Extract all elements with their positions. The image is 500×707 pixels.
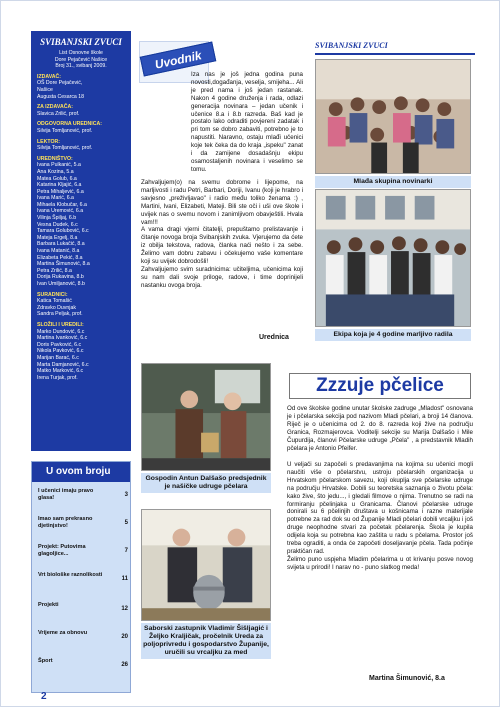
toc-item-title: Projekt: Putovima glagoljice... xyxy=(38,544,86,557)
photo-antun-dalsaso xyxy=(141,363,271,471)
masthead-line: Nikola Pavković, 6.c xyxy=(37,348,84,355)
subtitle-line: Dore Pejačević Našice xyxy=(54,56,108,63)
masthead-section-heading: LEKTOR: xyxy=(37,138,60,145)
masthead-line: Ivan Umiljanović, 8.b xyxy=(37,281,85,287)
masthead-line: Marijan Barać, 6.c xyxy=(37,354,79,361)
masthead-line: Elizabeta Pekić, 8.a xyxy=(37,254,83,261)
uvodnik-paragraph: Iza nas je još jedna godina puna novosti,događanja, veselja, smijeha... Ali je pred nama i još jedan rastanak. Nakon 4 godine druženja i rada, odlazi generacija novinara – jedan učenik i učenice 8.a i 8.b razreda. Baš kad je postalo lako odraditi povjereni zadatak i pri tom se dobro zabaviti, potrebno je to napustiti. Naravno, ostaju mlađi učenici koje tek čeka da do kraja „ispeku" zanat i da zamijene dosadašnju ekipu osamostaljenih novinara i veselimo se tomu. xyxy=(191,71,303,173)
toc-item[interactable] xyxy=(38,544,128,558)
masthead-section-heading: SLOŽILI I UREDILI: xyxy=(37,321,84,328)
masthead-section-heading: SURADNICI: xyxy=(37,291,68,298)
bees-paragraph: Želimo puno uspjeha Mladim pčelarima u ot krivanju posve novog svijeta u prirodi! I narav no - puno slatkog meda! xyxy=(287,555,473,571)
masthead-line: Vilinja Špiljaj, 6.b xyxy=(37,215,77,222)
toc-item-title: Vrt biološke raznolikosti xyxy=(38,572,103,578)
uvodnik-body xyxy=(141,179,303,290)
photo-young-team xyxy=(315,59,471,174)
masthead-line: Doris Pavković, 6.c xyxy=(37,341,82,348)
table-of-contents xyxy=(31,461,131,693)
masthead-line: Mihaela Klobučar, 6.a xyxy=(37,201,87,208)
masthead-line: Petra Mihaljević, 6.a xyxy=(37,188,84,195)
toc-item-page: 26 xyxy=(121,662,128,668)
masthead-line: Matea Golub, 6.a xyxy=(37,175,77,182)
caption-antun: Gospodin Antun Dalšašo predsjednik je našičke udruge pčelara xyxy=(141,473,271,493)
masthead-section-heading: ZA IZDAVAČA: xyxy=(37,104,73,111)
toc-item-page: 5 xyxy=(124,520,128,526)
masthead-line: Dorija Rukavina, 8.b xyxy=(37,274,84,281)
toc-item-title: Šport xyxy=(38,658,53,664)
header-ribbon xyxy=(315,35,475,55)
toc-item-page: 11 xyxy=(121,576,128,582)
toc-item-page: 12 xyxy=(121,606,128,612)
toc-item-title: Imao sam prekrasno djetinjstvo! xyxy=(38,516,93,529)
bees-article-body xyxy=(287,461,473,572)
uvodnik-paragraph: Zahvaljujem(o) na svemu dobrome i lijepome, na marljivosti i radu Petri, Barbari, Doriji, Ivanu (koji je hrabro i savjesno „preživljavao" i radio među toliko ženama :) , Martini, Ivani, Elizabeti, Mateji. Bili ste oči i uši ove škole i uvijek nas o svemu novom i zanimljivom obavještili. Hvala vam!!! xyxy=(141,179,303,226)
masthead-line: Sandra Peljak, prof. xyxy=(37,311,83,318)
toc-item[interactable] xyxy=(38,630,128,640)
uvodnik-lead xyxy=(191,71,303,174)
masthead-line: OŠ Dore Pejačević, xyxy=(37,80,83,87)
caption-young-team: Mlađa skupina novinarki xyxy=(315,176,471,188)
masthead-section-heading: UREDNIŠTVO: xyxy=(37,155,73,162)
masthead-line: Ivana Marić, 6.a xyxy=(37,195,74,202)
masthead-section-heading: ODGOVORNA UREDNICA: xyxy=(37,121,102,128)
masthead-line: Mateja Ergelj, 8.a xyxy=(37,234,78,241)
caption-vladimir: Saborski zastupnik Vladimir Šišljagić i Željko Kraljičak, pročelnik Ureda za poljoprivredu i gospodarstvo Županije, uručili su vrcaljku za med xyxy=(141,623,271,659)
article-title: Zzzuje pčelice xyxy=(289,373,471,399)
masthead-line: Tamara Golubović, 6.c xyxy=(37,228,89,235)
bees-signature: Martina Šimunović, 8.a xyxy=(369,675,445,682)
photo-honey-extractor xyxy=(141,509,271,621)
masthead-section-heading: IZDAVAČ: xyxy=(37,73,62,80)
masthead-line: Ivana Uremović, 6.a xyxy=(37,208,84,215)
masthead-line: Silvija Tomljanović, prof. xyxy=(37,127,93,134)
masthead-line: Zdravko Duvnjak xyxy=(37,304,76,311)
ribbon-title: SVIBANJSKI ZVUCI xyxy=(315,41,388,50)
uvodnik-signature: Urednica xyxy=(259,334,289,341)
masthead-line: Augusta Cesarca 18 xyxy=(37,93,85,100)
masthead-line: Martina Šimunović, 8.a xyxy=(37,261,90,268)
masthead-line: Petra Zrilić, 8.a xyxy=(37,267,72,274)
subtitle-line: Broj 31., svibanj 2009. xyxy=(55,63,107,70)
subtitle-line: List Osnovne škole xyxy=(59,50,103,56)
uvodnik-tag: Uvodnik xyxy=(140,42,217,77)
toc-item-title: I učenici imaju pravo glasa! xyxy=(38,488,94,501)
toc-item-title: Projekti xyxy=(38,602,59,608)
masthead-line: Katarina Kljajić, 6.a xyxy=(37,182,82,189)
toc-item-page: 20 xyxy=(121,634,128,640)
toc-item-title: Vrijeme za obnovu xyxy=(38,630,88,636)
masthead-line: Marta Damjanović, 6.c xyxy=(37,361,89,368)
masthead-line: Vesna Dudek, 6.c xyxy=(37,221,78,228)
toc-heading: U ovom broju xyxy=(32,462,130,482)
masthead-title: SVIBANJSKI ZVUCI xyxy=(40,37,122,47)
toc-item[interactable] xyxy=(38,658,128,668)
masthead-line: Ivana Pulkanić, 5.a xyxy=(37,162,81,169)
uvodnik-paragraph: Zahvaljujemo svim suradnicima: učiteljima, učenicima koji su nam dali svoje priloge, radove, i time doprinijeli nastanku ovoga broja. xyxy=(141,265,303,289)
masthead-subtitle xyxy=(37,50,125,70)
masthead-line: Marko Dundović, 6.c xyxy=(37,328,85,335)
toc-item[interactable] xyxy=(38,572,128,582)
bees-paragraph: Od ove školske godine unutar školske zadruge „Mladost" osnovana je i pčelarska sekcija pod nazivom Mladi pčelari, a broji 14 članova. Riječ je o učenicima od 2. do 8. razreda koji žive na području Granica, Rozmajerovca. Voditelji sekcije su Marija Dalšašo i Mile Čupurdija, članovi Pčelarske udruge „Pčela" , a predstavnik Mladih pčelara je Antonio Pfeifer. xyxy=(287,405,473,452)
masthead xyxy=(31,31,131,451)
masthead-line: Ivana Matanić, 8.a xyxy=(37,248,80,255)
bees-paragraph: U veljači su započeli s predavanjima na kojima su učenici mogli naučiti više o pčelarstvu, ustroju pčelarskih organizacija u Hrvatskom pčelarskom savezu, koji okuplja sve pčelarske udruge na području Hrvatske. Dobili su teoretska saznanja o životu pčela: kako žive, što jedu..., i gledali filmove o njima. Trenutno se radi na formiranju pčelinjaka u Granicama. Članovi pčelarske udruge donirali su 6 pčelinjih društava u košnicama i razne materijale potrebne za rad dok su od Županije Mladi pčelari dobili vrcaljku i još druge neophodne stvari za početak pčelarenja. Škola je kupila odijela koja su potrebna kao zaštita u radu s pčelama. Prostor još treba ograditi, a onda će započeti doseljavanje pčela. Tada počinje praktičan rad. xyxy=(287,461,473,555)
masthead-line: Barbara Lukačić, 8.a xyxy=(37,241,85,248)
toc-item[interactable] xyxy=(38,488,128,502)
masthead-line: Ana Kozina, 5.a xyxy=(37,168,74,175)
masthead-line: Slavica Zrilić, prof. xyxy=(37,110,80,117)
toc-item[interactable] xyxy=(38,602,128,612)
bees-article-top xyxy=(287,405,473,452)
masthead-line: Matko Marković, 6.c xyxy=(37,368,84,375)
caption-team: Ekipa koja je 4 godine marljivo radila xyxy=(315,329,471,341)
toc-item-page: 3 xyxy=(124,492,128,498)
masthead-line: Irena Turjak, prof. xyxy=(37,374,78,381)
masthead-line: Silvija Tomljanović, prof. xyxy=(37,145,93,152)
photo-team xyxy=(315,189,471,327)
masthead-line: Našice xyxy=(37,86,53,93)
toc-item[interactable] xyxy=(38,516,128,530)
uvodnik-paragraph: A vama dragi vjerni čitatelji, prepuštamo prelistavanje i čitanje novoga broja Svibanjskih zvuka. Vjerujemo da ćete iz obilja tekstova, radova, članka naći nešto i za sebe. Želimo vam dobru zabavu i očekujemo vaše komentare koji su uvijek dobrodošli! xyxy=(141,226,303,266)
masthead-line: Katica Tomašić xyxy=(37,298,72,305)
masthead-line: Martina Ivanković, 6.c xyxy=(37,335,88,342)
page-number: 2 xyxy=(41,691,47,702)
masthead-sections xyxy=(37,74,125,382)
toc-item-page: 7 xyxy=(124,548,128,554)
